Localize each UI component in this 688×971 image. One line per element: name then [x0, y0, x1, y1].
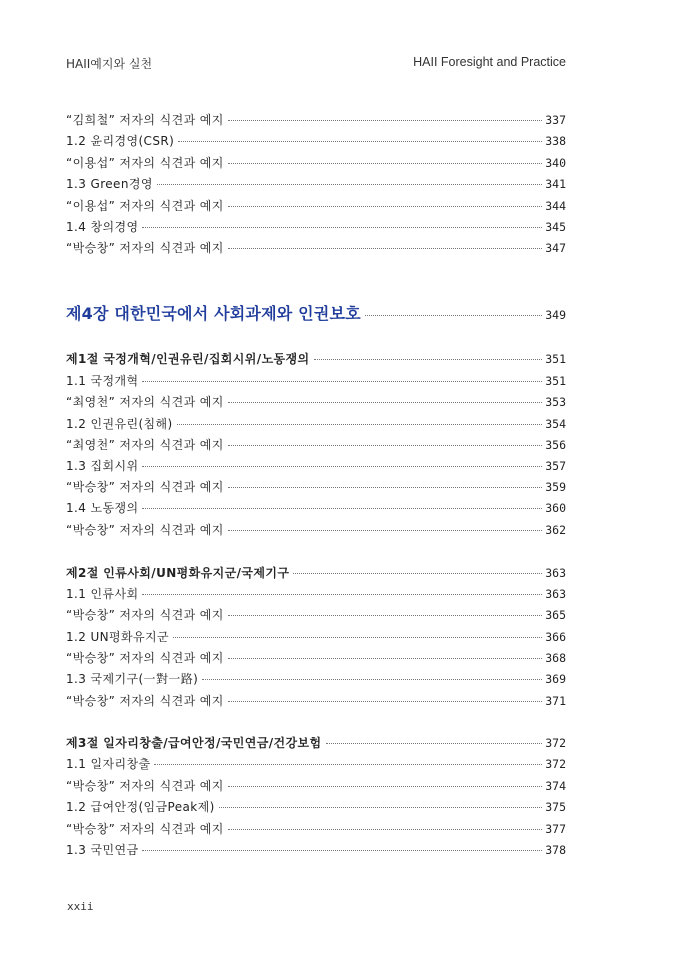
page-number: 351: [545, 352, 566, 366]
page-number: 338: [545, 134, 566, 148]
toc-entry[interactable]: “박승창” 저자의 식견과 예지 347: [66, 241, 566, 255]
toc-section-heading[interactable]: 제3절 일자리창출/급여안정/국민연금/건강보험 372: [66, 736, 566, 750]
dot-leader: [228, 163, 542, 164]
toc-entry[interactable]: 1.2 급여안정(임금Peak제) 375: [66, 800, 566, 814]
toc-entry[interactable]: “최영천” 저자의 식견과 예지 353: [66, 395, 566, 409]
toc-entry[interactable]: “박승창” 저자의 식견과 예지 377: [66, 822, 566, 836]
dot-leader: [326, 743, 543, 744]
toc-entry[interactable]: 1.1 인류사회 363: [66, 587, 566, 601]
dot-leader: [228, 530, 542, 531]
page-number: 374: [545, 779, 566, 793]
toc-entry[interactable]: “박승창” 저자의 식견과 예지 359: [66, 480, 566, 494]
toc-section-heading[interactable]: 제1절 국정개혁/인권유린/집회시위/노동쟁의 351: [66, 352, 566, 366]
page-number: 378: [545, 843, 566, 857]
page-number: 345: [545, 220, 566, 234]
running-header: [66, 55, 566, 71]
toc-entry[interactable]: 1.2 UN평화유지군 366: [66, 630, 566, 644]
page-number: 377: [545, 822, 566, 836]
page-number: 359: [545, 480, 566, 494]
dot-leader: [365, 315, 542, 316]
dot-leader: [228, 487, 542, 488]
dot-leader: [142, 466, 542, 467]
dot-leader: [142, 594, 542, 595]
dot-leader: [228, 120, 542, 121]
dot-leader: [178, 141, 542, 142]
toc-entry[interactable]: 1.1 국정개혁 351: [66, 374, 566, 388]
toc-entry[interactable]: 1.2 윤리경영(CSR) 338: [66, 134, 566, 148]
toc-entry[interactable]: 1.3 Green경영 341: [66, 177, 566, 191]
page-number: 340: [545, 156, 566, 170]
toc-entry[interactable]: “박승창” 저자의 식견과 예지 365: [66, 608, 566, 622]
toc-entry[interactable]: 1.2 인권유린(침해) 354: [66, 417, 566, 431]
dot-leader: [157, 184, 542, 185]
dot-leader: [228, 248, 542, 249]
header-book-title: HAII예지와 실천: [66, 57, 153, 71]
page-number: 341: [545, 177, 566, 191]
page-number: 365: [545, 608, 566, 622]
dot-leader: [228, 701, 542, 702]
toc-entry[interactable]: 1.1 일자리창출 372: [66, 757, 566, 771]
page-number: 351: [545, 374, 566, 388]
page-number: 362: [545, 523, 566, 537]
page-footer-number: xxii: [67, 900, 94, 913]
dot-leader: [142, 850, 542, 851]
page-number: 344: [545, 199, 566, 213]
dot-leader: [219, 807, 543, 808]
page-number: 353: [545, 395, 566, 409]
toc-entry[interactable]: 1.3 국제기구(一對一路) 369: [66, 672, 566, 686]
toc-entry[interactable]: “이용섭” 저자의 식견과 예지 344: [66, 199, 566, 213]
page-number: 371: [545, 694, 566, 708]
toc-entry[interactable]: “박승창” 저자의 식견과 예지 371: [66, 694, 566, 708]
dot-leader: [177, 424, 543, 425]
page-number: 372: [545, 736, 566, 750]
toc-section-heading[interactable]: 제2절 인류사회/UN평화유지군/국제기구 363: [66, 566, 566, 580]
page-number: 356: [545, 438, 566, 452]
header-english-title: HAII Foresight and Practice: [413, 55, 566, 69]
toc-entry[interactable]: 1.3 국민연금 378: [66, 843, 566, 857]
dot-leader: [228, 402, 542, 403]
page-number: 363: [545, 566, 566, 580]
page-number: 368: [545, 651, 566, 665]
toc-entry[interactable]: “박승창” 저자의 식견과 예지 368: [66, 651, 566, 665]
dot-leader: [142, 227, 542, 228]
page-number: 347: [545, 241, 566, 255]
dot-leader: [228, 615, 542, 616]
toc-entry[interactable]: 1.4 노동쟁의 360: [66, 501, 566, 515]
page-number: 360: [545, 501, 566, 515]
dot-leader: [228, 786, 542, 787]
toc-entry[interactable]: “이용섭” 저자의 식견과 예지 340: [66, 156, 566, 170]
toc-chapter-heading[interactable]: 제4장 대한민국에서 사회과제와 인권보호 349: [66, 304, 566, 323]
toc-entry[interactable]: 1.3 집회시위 357: [66, 459, 566, 473]
page-number: 369: [545, 672, 566, 686]
dot-leader: [228, 445, 542, 446]
toc-entry[interactable]: 1.4 창의경영 345: [66, 220, 566, 234]
dot-leader: [228, 829, 542, 830]
page-number: 363: [545, 587, 566, 601]
page-number: 337: [545, 113, 566, 127]
dot-leader: [202, 679, 542, 680]
dot-leader: [293, 573, 542, 574]
page-number: 372: [545, 757, 566, 771]
dot-leader: [154, 764, 542, 765]
page-number: 354: [545, 417, 566, 431]
page-number: 375: [545, 800, 566, 814]
page-number: 349: [545, 308, 566, 322]
page-number: 366: [545, 630, 566, 644]
toc-entry[interactable]: “박승창” 저자의 식견과 예지 374: [66, 779, 566, 793]
toc-entry[interactable]: “최영천” 저자의 식견과 예지 356: [66, 438, 566, 452]
toc-entry[interactable]: “김희철” 저자의 식견과 예지 337: [66, 113, 566, 127]
dot-leader: [228, 206, 542, 207]
page-number: 357: [545, 459, 566, 473]
dot-leader: [173, 637, 542, 638]
dot-leader: [142, 508, 542, 509]
toc-entry[interactable]: “박승창” 저자의 식견과 예지 362: [66, 523, 566, 537]
dot-leader: [228, 658, 542, 659]
dot-leader: [314, 359, 543, 360]
dot-leader: [142, 381, 542, 382]
